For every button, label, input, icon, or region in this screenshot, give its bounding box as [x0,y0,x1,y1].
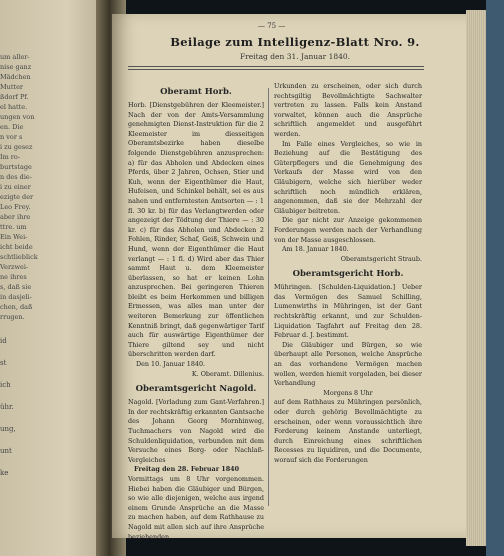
left-page-line: burtstage [0,163,32,171]
supplement-title: Beilage zum Intelligenz-Blatt Nro. 9. [170,35,420,49]
notice-text: Mühringen. [Schulden-Liquidation.] Ueber das Vermögen des Samuel Schilling, Lumenwirths in Mühringen, ist der Gant rechtskräftig erkannt, und zur Schulden-Liquidation Tagfahrt auf Freitag den 28. Februar d. J. bestimmt. [274,283,422,340]
left-page-line: ung, [0,425,16,433]
section-heading: Oberamtsgericht Horb. [292,269,404,280]
left-column [128,82,264,542]
left-page-line: st [0,359,7,367]
left-page-line: ke [0,469,9,477]
notice-date: Den 10. Januar 1840. [136,360,206,369]
left-page-line: en. Die [0,123,24,131]
page-number: — 75 — [258,22,286,30]
left-page-line: schtlieblick [0,253,38,261]
left-page-line: i zu einer [0,183,31,191]
left-page-text-strip [0,52,38,322]
left-page-line: ungen von [0,113,35,121]
notice-text: Horb. [Dienstgebühren der Kleemeister.] Nach der von der Amts-Versammlung genehmigten Dienst-Instruktion für die 2 Kleemeister im diesseitigen Oberamtsbezirke haben dieselbe folgende Dienstgebühren anzusprechen: a) für das Abholen und Abdecken eines Pferds, über 2 Jahren, Ochsen, Stier und Kuh, wenn der Eigenthümer die Haut, Hufeisen, und Schinkel behält, sei es aus nahen und entferntesten Amtsorten — : 1 fl. 30 kr. b) für das Verlangtwerden oder angezeigt der Tödtung der Thiere — : 30 kr. c) für das Abholen und Abdecken 2 Fohlen, Rinder, Schaf, Geiß, Schwein und Hund, wenn der Eigenthümer die Haut verlangt — : 1 fl. d) Wird aber das Thier sammt Haut u. dem Kleemeister überlassen, so hat er keinen Lohn anzusprechen. Bei geringeren Thieren bleibt es beim Herkommen und billigen Ermessen, was alles man unter der weiteren Bemerkung zur öffentlichen Kenntniß bringt, daß gegenwärtiger Tarif auch für auswärtige Eigenthümer der Thiere giltend sey und nicht überschritten werden darf. [128,101,264,359]
left-page-line: id [0,337,7,345]
left-page-line: um aller- [0,53,30,61]
notice-time: Morgens 8 Uhr [323,388,373,397]
left-page-line: n des die- [0,173,32,181]
left-page-line: ezigte der [0,193,34,201]
header-rule-top [128,66,424,67]
left-page-line: ttre. um [0,223,27,231]
left-page-text-strip-lower [0,330,40,484]
notice-date: Freitag den 28. Februar 1840 [134,465,240,474]
left-page-line: in dasjeli- [0,293,32,301]
notice-text: Urkunden zu erscheinen, oder sich durch rechtsgiltig Bevollmächtigte Sachwalter vertreten zu lassen. Falls kein Anstand vorwaltet, können auch die Ansprüche schriftlich angemeldet und ausgeführt werden. [274,82,422,138]
notice-text: Nagold. [Vorladung zum Gant-Verfahren.] In der rechtskräftig erkannten Gantsache des Johann Georg Mornhinweg, Tuchmachers von Nagold wird die Schuldenliquidation, verbunden mit dem Versuche eines Borg- oder Nachlaß-Vergleiches [128,398,264,464]
left-page-line: unt [0,447,12,455]
right-column [274,82,422,466]
left-page-line: ßdorf Pf. [0,93,29,101]
left-page-line: Verzwei- [0,263,29,271]
book-cover-edge [486,0,504,556]
notice-signature: Oberamtsgericht Straub. [340,254,422,263]
notice-text: Die gar nicht zur Anzeige gekommenen Forderungen werden nach der Verhandlung von der Masse ausgeschlossen. [274,216,422,244]
page-edges [466,10,488,546]
notice-text: auf dem Rathhaus zu Mühringen persönlich, oder durch gehörig Bevollmächtigte zu erscheinen, oder wenn voraussichtlich ihre Forderung keinem Anstande unterliegt, durch Einreichung eines schriftlichen Recesses zu liquidiren, und die Documente, worauf sich die Forderungen [274,398,422,464]
section-heading: Oberamt Horb. [160,87,232,97]
left-page-line: chen, daß [0,303,33,311]
column-divider [268,88,269,506]
left-page-line: rrugen. [0,313,25,321]
left-page-line: n vor s [0,133,23,141]
notice-signature: K. Oberamt. Dillenius. [191,369,264,378]
left-page-line: aber ihre [0,213,31,221]
left-page-line: Ein Wei- [0,233,28,241]
header-rule-bottom [128,69,424,70]
left-page-line: ne ihres [0,273,27,281]
left-page-line: nise ganz [0,63,32,71]
notice-text: Die Gläubiger und Bürgen, so wie überhaupt alle Personen, welche Ansprüche an das vorhandene Vermögen machen wollen, werden hiemit vorgeladen, bei dieser Verhandlung [274,340,422,388]
left-page-line: Mutter [0,83,24,91]
left-page-line: icht beide [0,243,33,251]
left-page-line: Im ro- [0,153,21,161]
notice-text: Vormittags um 8 Uhr vorgenommen. Hiebei haben die Gläubiger und Bürgen, so wie alle diejenigen, welche aus irgend einem Grunde Ansprüche an die Masse zu machen haben, auf dem Rathhause zu Nagold mit allen sich auf ihre Ansprüche beziehenden [128,474,264,541]
left-page-line: Mädchen [0,73,31,81]
left-page-line: s, daß sie [0,283,32,291]
left-page-line: i zu gesez [0,143,33,151]
notice-text: Im Falle eines Vergleiches, so wie in Beziehung auf die Bestätigung des Güterpflegers und die Genehmigung des Verkaufs der Masse wird von den Gläubigern, welche sich hierüber weder schriftlich noch mündlich erklären, angenommen, daß sie der Mehrzahl der Gläubiger beitreten. [274,139,422,215]
left-page-line: ühr. [0,403,14,411]
left-page-line: el hatte. [0,103,28,111]
section-heading: Oberamtsgericht Nagold. [135,384,257,395]
left-page-line: ich [0,381,11,389]
notice-date: Am 18. Januar 1840. [282,245,349,254]
supplement-date: Freitag den 31. Januar 1840. [239,52,351,61]
left-page-line: Leo Frey. [0,203,31,211]
